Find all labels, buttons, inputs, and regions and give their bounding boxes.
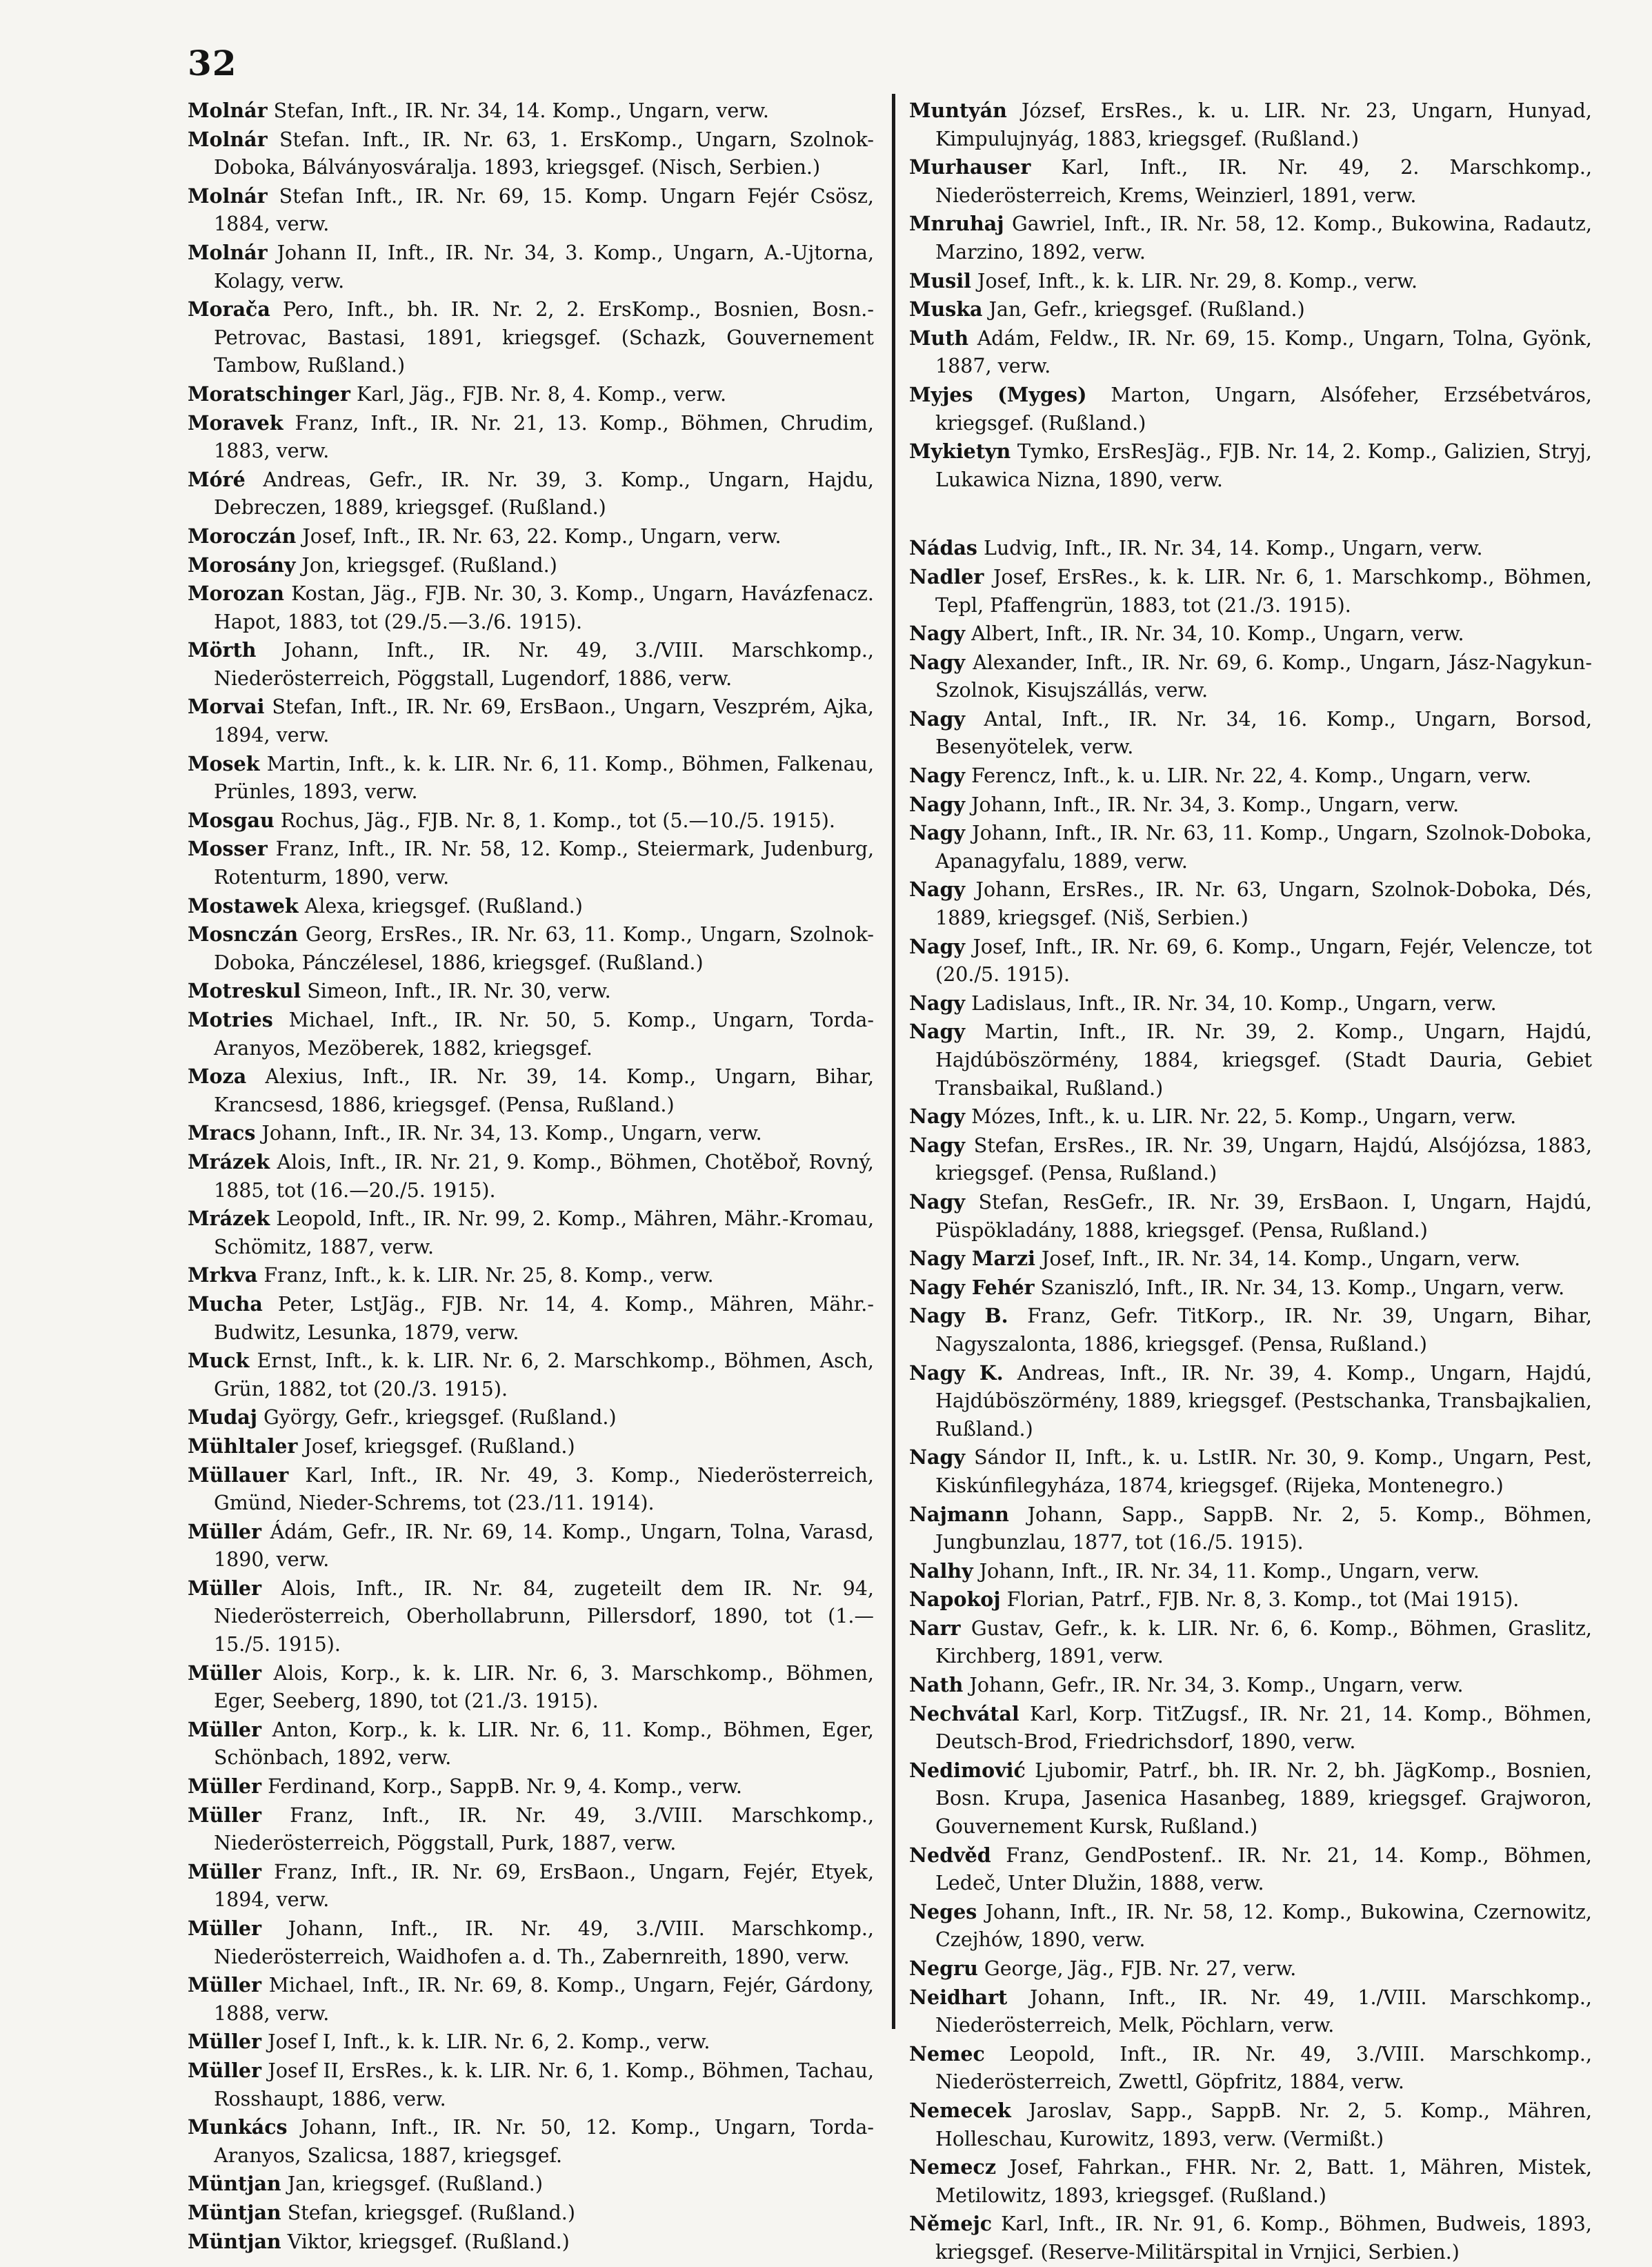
list-entry: [188, 2228, 874, 2257]
entry-details: Andreas, Inft., IR. Nr. 39, 4. Komp., Ungarn, Hajdú, Hajdúböszörmény, 1889, kriegsgef. (Pestschanka, Transbajkalien, Rußland.): [935, 1361, 1593, 1441]
list-entry: [909, 1018, 1592, 1102]
entry-surname: Nemec: [909, 2041, 985, 2066]
entry-surname: Müller: [188, 2058, 262, 2082]
entry-details: Pero, Inft., bh. IR. Nr. 2, 2. ErsKomp., Bosnien, Bosn.-Petrovac, Bastasi, 1891, kriegsgef. (Schazk, Gouvernement Tambow, Rußland.): [214, 298, 874, 377]
entry-surname: Müller: [188, 1661, 262, 1685]
entry-surname: Nedvěd: [909, 1843, 991, 1867]
list-entry: [909, 1700, 1592, 1756]
right-column: [909, 97, 1592, 2267]
entry-surname: Nagy K.: [909, 1360, 1004, 1385]
entry-surname: Mnruhaj: [909, 212, 1004, 236]
entry-details: Jon, kriegsgef. (Rußland.): [301, 553, 557, 577]
list-entry: [909, 1102, 1592, 1131]
entry-surname: Mykietyn: [909, 439, 1011, 464]
entry-surname: Muntyán: [909, 99, 1007, 122]
n-section: [909, 534, 1592, 2266]
entry-details: Karl, Jäg., FJB. Nr. 8, 4. Komp., verw.: [357, 382, 727, 406]
entry-details: Anton, Korp., k. k. LIR. Nr. 6, 11. Komp., Böhmen, Eger, Schönbach, 1892, verw.: [214, 1718, 874, 1770]
list-entry: [188, 1971, 874, 2028]
list-entry: [909, 1614, 1592, 1671]
entry-details: Jan, Gefr., kriegsgef. (Rußland.): [988, 298, 1305, 321]
entry-details: Martin, Inft., IR. Nr. 39, 2. Komp., Ungarn, Hajdú, Hajdúböszörmény, 1884, kriegsgef. (Stadt Dauria, Gebiet Transbaikal, Rußland.): [935, 1020, 1592, 1100]
entry-surname: Mrkva: [188, 1263, 258, 1287]
entry-details: Josef, Inft., k. k. LIR. Nr. 29, 8. Komp., verw.: [977, 269, 1418, 293]
entry-details: Ferencz, Inft., k. u. LIR. Nr. 22, 4. Komp., Ungarn, verw.: [971, 764, 1532, 788]
entry-surname: Müntjan: [188, 2200, 281, 2224]
entry-surname: Molnár: [188, 240, 268, 264]
entry-details: Johann, Inft., IR. Nr. 50, 12. Komp., Ungarn, Torda-Aranyos, Szalicsa, 1887, kriegsgef.: [214, 2116, 874, 2167]
list-entry: [909, 1585, 1592, 1614]
list-entry: [188, 1432, 874, 1461]
list-entry: [188, 1716, 874, 1772]
entry-surname: Nagy: [909, 878, 966, 902]
entry-details: Johann, Inft., IR. Nr. 49, 3./VIII. Marschkomp., Niederösterreich, Pöggstall, Lugendorf, 1886, verw.: [214, 639, 874, 690]
entry-surname: Nagy: [909, 1445, 966, 1469]
entry-details: Peter, LstJäg., FJB. Nr. 14, 4. Komp., Mähren, Mähr.-Budwitz, Lesunka, 1879, verw.: [214, 1292, 874, 1344]
entry-surname: Moza: [188, 1065, 247, 1089]
list-entry: [188, 1006, 874, 1062]
list-entry: [909, 933, 1592, 989]
entry-surname: Mosnczán: [188, 922, 299, 947]
entry-details: Szaniszló, Inft., IR. Nr. 34, 13. Komp., Ungarn, verw.: [1040, 1276, 1565, 1299]
entry-surname: Mostawek: [188, 893, 299, 918]
entry-details: Johann II, Inft., IR. Nr. 34, 3. Komp., Ungarn, A.-Ujtorna, Kolagy, verw.: [214, 241, 874, 293]
list-entry: [188, 1858, 874, 1914]
list-entry: [909, 295, 1592, 324]
entry-details: Josef, Inft., IR. Nr. 34, 14. Komp., Ungarn, verw.: [1042, 1247, 1521, 1271]
entry-surname: Nagy: [909, 650, 966, 674]
list-entry: [188, 977, 874, 1006]
entry-details: Stefan, kriegsgef. (Rußland.): [287, 2201, 575, 2224]
list-entry: [188, 1347, 874, 1403]
entry-details: George, Jäg., FJB. Nr. 27, verw.: [984, 1957, 1297, 1980]
entry-details: Josef, kriegsgef. (Rußland.): [303, 1434, 575, 1458]
entry-details: Tymko, ErsResJäg., FJB. Nr. 14, 2. Komp., Galizien, Stryj, Lukawica Nizna, 1890, verw.: [935, 440, 1592, 491]
entry-surname: Napokoj: [909, 1587, 1001, 1612]
entry-surname: Moroczán: [188, 524, 297, 548]
entry-surname: Moravek: [188, 410, 283, 435]
entry-details: Mózes, Inft., k. u. LIR. Nr. 22, 5. Komp., Ungarn, verw.: [971, 1105, 1517, 1129]
list-entry: [188, 835, 874, 891]
list-entry: [909, 324, 1592, 381]
list-entry: [188, 126, 874, 182]
entry-surname: Muck: [188, 1349, 250, 1373]
entry-details: Jan, kriegsgef. (Rußland.): [287, 2172, 543, 2196]
entry-surname: Nagy B.: [909, 1304, 1008, 1328]
list-entry: [909, 2210, 1592, 2266]
list-entry: [188, 295, 874, 380]
entry-details: Johann, ErsRes., IR. Nr. 63, Ungarn, Szolnok-Doboka, Dés, 1889, kriegsgef. (Niš, Serbien.): [935, 878, 1592, 930]
entry-details: Kostan, Jäg., FJB. Nr. 30, 3. Komp., Ungarn, Havázfenacz. Hapot, 1883, tot (29./5.—3./6. 1915).: [214, 582, 874, 633]
entry-surname: Muth: [909, 326, 969, 350]
entry-details: Viktor, kriegsgef. (Rußland.): [287, 2230, 570, 2253]
list-entry: [909, 1898, 1592, 1954]
list-entry: [909, 1274, 1592, 1303]
entry-surname: Nádas: [909, 536, 977, 560]
entry-surname: Musil: [909, 268, 971, 293]
list-entry: [188, 1062, 874, 1119]
entry-details: Stefan, ResGefr., IR. Nr. 39, ErsBaon. I, Ungarn, Hajdú, Püspökladány, 1888, kriegsgef. (Pensa, Rußland.): [935, 1190, 1592, 1242]
list-entry: [188, 2199, 874, 2228]
entry-details: Gustav, Gefr., k. k. LIR. Nr. 6, 6. Komp., Böhmen, Graslitz, Kirchberg, 1891, verw.: [935, 1616, 1592, 1668]
m-section: [909, 97, 1592, 494]
list-entry: [188, 920, 874, 977]
list-entry: [909, 1302, 1592, 1358]
entry-surname: Müller: [188, 2030, 262, 2054]
list-entry: [909, 620, 1592, 649]
list-entry: [909, 267, 1592, 296]
entry-surname: Mracs: [188, 1121, 256, 1145]
entry-surname: Neges: [909, 1899, 977, 1923]
entry-surname: Müller: [188, 1519, 262, 1543]
entry-details: Karl, Inft., IR. Nr. 91, 6. Komp., Böhmen, Budweis, 1893, kriegsgef. (Reserve-Militärspital in Vrnjici, Serbien.): [935, 2212, 1592, 2264]
list-entry: [188, 182, 874, 239]
entry-details: Franz, GendPostenf.. IR. Nr. 21, 14. Komp., Böhmen, Ledeč, Unter Dlužin, 1888, verw.: [935, 1843, 1592, 1895]
entry-surname: Motries: [188, 1008, 273, 1031]
entry-surname: Móré: [188, 467, 246, 491]
entry-surname: Moratschinger: [188, 382, 350, 406]
entry-surname: Nemecek: [909, 2098, 1011, 2122]
entry-details: Ljubomir, Patrf., bh. IR. Nr. 2, bh. JägKomp., Bosnien, Bosn. Krupa, Jasenica Hasanbeg, 1889, kriegsgef. Grajworon, Gouvernement Kursk, Rußland.): [935, 1759, 1592, 1839]
entry-details: Leopold, Inft., IR. Nr. 49, 3./VIII. Marschkomp., Niederösterreich, Zwettl, Göpfritz, 1884, verw.: [935, 2042, 1593, 2094]
entry-details: Gawriel, Inft., IR. Nr. 58, 12. Komp., Bukowina, Radautz, Marzino, 1892, verw.: [935, 212, 1593, 264]
entry-surname: Müller: [188, 1774, 262, 1799]
list-entry: [909, 153, 1592, 210]
entry-surname: Negru: [909, 1957, 978, 1980]
list-entry: [188, 693, 874, 749]
entry-details: Karl, Inft., IR. Nr. 49, 3. Komp., Niederösterreich, Gmünd, Nieder-Schrems, tot (23./11. 1914).: [214, 1463, 874, 1515]
list-entry: [909, 1756, 1592, 1841]
list-entry: [909, 534, 1592, 563]
list-entry: [188, 1290, 874, 1347]
entry-details: Johann, Inft., IR. Nr. 58, 12. Komp., Bukowina, Czernowitz, Czejhów, 1890, verw.: [935, 1900, 1592, 1952]
list-entry: [909, 437, 1592, 494]
list-entry: [188, 806, 874, 835]
list-entry: [188, 522, 874, 551]
entry-surname: Nagy: [909, 792, 966, 816]
entry-surname: Mosser: [188, 837, 268, 861]
entry-surname: Nagy: [909, 934, 966, 958]
list-entry: [909, 1188, 1592, 1245]
list-entry: [188, 466, 874, 522]
entry-details: Jaroslav, Sapp., SappB. Nr. 2, 5. Komp., Mähren, Holleschau, Kurowitz, 1893, verw. (Vermißt.): [935, 2099, 1592, 2150]
entry-details: Johann, Inft., IR. Nr. 34, 3. Komp., Ungarn, verw.: [971, 793, 1460, 816]
list-entry: [188, 1772, 874, 1801]
list-entry: [188, 2113, 874, 2170]
entry-surname: Nemecz: [909, 2155, 997, 2179]
entry-surname: Morozan: [188, 582, 284, 606]
list-entry: [188, 2170, 874, 2199]
entry-details: Adám, Feldw., IR. Nr. 69, 15. Komp., Ungarn, Tolna, Gyönk, 1887, verw.: [935, 326, 1592, 378]
entry-details: Florian, Patrf., FJB. Nr. 8, 3. Komp., tot (Mai 1915).: [1006, 1588, 1520, 1612]
entry-surname: Muska: [909, 297, 983, 321]
entry-details: Alexius, Inft., IR. Nr. 39, 14. Komp., Ungarn, Bihar, Krancsesd, 1886, kriegsgef. (Pensa, Rußland.): [214, 1065, 874, 1116]
entry-details: Johann, Inft., IR. Nr. 63, 11. Komp., Ungarn, Szolnok-Doboka, Apanagyfalu, 1889, verw.: [935, 822, 1593, 873]
entry-details: Ladislaus, Inft., IR. Nr. 34, 10. Komp., Ungarn, verw.: [971, 991, 1497, 1015]
list-entry: [188, 636, 874, 693]
entry-surname: Morosány: [188, 553, 296, 577]
list-entry: [188, 1461, 874, 1518]
entry-surname: Nalhy: [909, 1558, 973, 1583]
entry-surname: Müllauer: [188, 1463, 289, 1487]
entry-surname: Murhauser: [909, 155, 1031, 179]
entry-details: Johann, Inft., IR. Nr. 34, 11. Komp., Ungarn, verw.: [979, 1559, 1480, 1583]
entry-surname: Nagy: [909, 991, 966, 1015]
column-divider: [892, 94, 895, 2029]
list-entry: [909, 1245, 1592, 1274]
entry-details: Georg, ErsRes., IR. Nr. 63, 11. Komp., Ungarn, Szolnok-Doboka, Pánczélesel, 1886, kriegsgef. (Rußland.): [214, 923, 874, 974]
list-entry: [188, 892, 874, 921]
list-entry: [188, 1518, 874, 1574]
entry-surname: Mörth: [188, 638, 257, 662]
entry-surname: Mudaj: [188, 1405, 257, 1429]
entry-surname: Nagy: [909, 1105, 966, 1129]
entry-details: Stefan, Inft., IR. Nr. 69, ErsBaon., Ungarn, Veszprém, Ajka, 1894, verw.: [214, 695, 874, 747]
list-entry: [909, 2097, 1592, 2153]
list-entry: [188, 580, 874, 636]
entry-surname: Najmann: [909, 1502, 1009, 1526]
entry-surname: Müller: [188, 1803, 262, 1827]
entry-details: Alois, Inft., IR. Nr. 21, 9. Komp., Böhmen, Chotěboř, Rovný, 1885, tot (16.—20./5. 1915).: [214, 1150, 874, 1202]
entry-details: Josef, Inft., IR. Nr. 69, 6. Komp., Ungarn, Fejér, Velencze, tot (20./5. 1915).: [935, 935, 1592, 987]
entry-details: Franz, Gefr. TitKorp., IR. Nr. 39, Ungarn, Bihar, Nagyszalonta, 1886, kriegsgef. (Pensa, Rußland.): [935, 1305, 1592, 1356]
entry-details: Simeon, Inft., IR. Nr. 30, verw.: [307, 980, 611, 1003]
entry-details: Leopold, Inft., IR. Nr. 99, 2. Komp., Mähren, Mähr.-Kromau, Schömitz, 1887, verw.: [214, 1207, 875, 1258]
entry-surname: Nagy: [909, 1189, 966, 1214]
entry-details: Johann, Inft., IR. Nr. 49, 1./VIII. Marschkomp., Niederösterreich, Melk, Pöchlarn, verw.: [935, 1986, 1592, 2037]
list-entry: [909, 2040, 1592, 2097]
entry-surname: Müntjan: [188, 2172, 281, 2196]
list-entry: [909, 705, 1592, 762]
entry-details: Josef, Inft., IR. Nr. 63, 22. Komp., Ungarn, verw.: [302, 524, 782, 548]
entry-details: Ferdinand, Korp., SappB. Nr. 9, 4. Komp., verw.: [268, 1775, 742, 1799]
entry-details: Johann, Sapp., SappB. Nr. 2, 5. Komp., Böhmen, Jungbunzlau, 1877, tot (16./5. 1915).: [935, 1503, 1593, 1554]
entry-surname: Mosek: [188, 751, 260, 775]
entry-details: Franz, Inft., IR. Nr. 49, 3./VIII. Marschkomp., Niederösterreich, Pöggstall, Purk, 1887, verw.: [214, 1803, 875, 1855]
entry-surname: Nagy: [909, 1020, 966, 1044]
list-entry: [909, 1671, 1592, 1700]
list-entry: [188, 1574, 874, 1659]
list-entry: [909, 210, 1592, 266]
entry-details: Albert, Inft., IR. Nr. 34, 10. Komp., Ungarn, verw.: [971, 622, 1464, 646]
entry-details: Andreas, Gefr., IR. Nr. 39, 3. Komp., Ungarn, Hajdu, Debreczen, 1889, kriegsgef. (Rußland.): [214, 468, 874, 519]
list-entry: [909, 1443, 1592, 1500]
list-entry: [188, 551, 874, 580]
entry-details: József, ErsRes., k. u. LIR. Nr. 23, Ungarn, Hunyad, Kimpulujnyág, 1883, kriegsgef. (Rußland.): [935, 99, 1592, 150]
list-entry: [909, 1954, 1592, 1983]
list-entry: [188, 1659, 874, 1716]
entry-surname: Němejc: [909, 2212, 993, 2236]
entry-surname: Nagy: [909, 821, 966, 845]
entry-details: Karl, Korp. TitZugsf., IR. Nr. 21, 14. Komp., Böhmen, Deutsch-Brod, Friedrichsdorf, 1890, verw.: [935, 1702, 1592, 1754]
list-entry: [909, 563, 1592, 620]
list-entry: [909, 1983, 1592, 2040]
entry-details: Johann, Inft., IR. Nr. 34, 13. Komp., Ungarn, verw.: [261, 1122, 762, 1145]
entry-details: Alois, Inft., IR. Nr. 84, zugeteilt dem IR. Nr. 94, Niederösterreich, Oberhollabrunn, Pillersdorf, 1890, tot (1.—15./5. 1915).: [214, 1576, 874, 1656]
entry-details: Franz, Inft., IR. Nr. 69, ErsBaon., Ungarn, Fejér, Etyek, 1894, verw.: [214, 1860, 875, 1912]
list-entry: [909, 1131, 1592, 1188]
entry-details: Stefan. Inft., IR. Nr. 63, 1. ErsKomp., Ungarn, Szolnok-Doboka, Bálványosváralja. 1893, kriegsgef. (Nisch, Serbien.): [214, 128, 874, 179]
entry-details: Stefan, Inft., IR. Nr. 34, 14. Komp., Ungarn, verw.: [273, 99, 769, 122]
entry-surname: Müntjan: [188, 2229, 281, 2253]
list-entry: [909, 989, 1592, 1018]
list-entry: [188, 1148, 874, 1205]
entry-surname: Mucha: [188, 1291, 263, 1316]
entry-details: Stefan, ErsRes., IR. Nr. 39, Ungarn, Hajdú, Alsójózsa, 1883, kriegsgef. (Pensa, Rußland.): [935, 1134, 1592, 1185]
entry-details: Sándor II, Inft., k. u. LstIR. Nr. 30, 9. Komp., Ungarn, Pest, Kiskúnfilegyháza, 1874, kriegsgef. (Rijeka, Montenegro.): [935, 1446, 1593, 1497]
list-entry: [188, 2028, 874, 2057]
list-entry: [188, 1261, 874, 1290]
list-entry: [188, 97, 874, 126]
entry-details: Ernst, Inft., k. k. LIR. Nr. 6, 2. Marschkomp., Böhmen, Asch, Grün, 1882, tot (20./3. 1915).: [214, 1349, 874, 1400]
list-entry: [188, 1801, 874, 1858]
entry-details: Ádám, Gefr., IR. Nr. 69, 14. Komp., Ungarn, Tolna, Varasd, 1890, verw.: [214, 1520, 874, 1572]
list-entry: [909, 875, 1592, 932]
entry-surname: Müller: [188, 1717, 262, 1741]
list-entry: [188, 380, 874, 409]
page-number: 32: [188, 43, 237, 83]
list-entry: [909, 1501, 1592, 1557]
entry-details: Karl, Inft., IR. Nr. 49, 2. Marschkomp., Niederösterreich, Krems, Weinzierl, 1891, verw.: [935, 156, 1593, 207]
entry-surname: Müller: [188, 1576, 262, 1600]
entry-details: Johann, Gefr., IR. Nr. 34, 3. Komp., Ungarn, verw.: [969, 1674, 1464, 1697]
entry-surname: Morača: [188, 297, 270, 321]
entry-surname: Müller: [188, 1973, 262, 1997]
entry-details: Martin, Inft., k. k. LIR. Nr. 6, 11. Komp., Böhmen, Falkenau, Prünles, 1893, verw.: [214, 752, 875, 804]
entry-surname: Molnár: [188, 184, 268, 208]
entry-surname: Nagy Marzi: [909, 1247, 1035, 1271]
entry-surname: Nath: [909, 1673, 964, 1697]
entry-surname: Molnár: [188, 127, 268, 151]
list-entry: [909, 1557, 1592, 1586]
entry-surname: Molnár: [188, 99, 268, 122]
entry-details: Johann, Inft., IR. Nr. 49, 3./VIII. Marschkomp., Niederösterreich, Waidhofen a. d. Th., Zabernreith, 1890, verw.: [214, 1917, 874, 1968]
entry-surname: Nagy Fehér: [909, 1275, 1035, 1299]
entry-surname: Mrázek: [188, 1149, 270, 1174]
list-entry: [909, 1359, 1592, 1444]
entry-surname: Nagy: [909, 1133, 966, 1157]
entry-surname: Narr: [909, 1616, 961, 1640]
entry-details: Franz, Inft., k. k. LIR. Nr. 25, 8. Komp., verw.: [263, 1264, 714, 1287]
entry-details: Josef II, ErsRes., k. k. LIR. Nr. 6, 1. Komp., Böhmen, Tachau, Rosshaupt, 1886, verw.: [214, 2059, 874, 2110]
list-entry: [188, 1119, 874, 1148]
entry-details: Alexa, kriegsgef. (Rußland.): [304, 894, 583, 918]
entry-details: Franz, Inft., IR. Nr. 21, 13. Komp., Böhmen, Chrudim, 1883, verw.: [214, 411, 874, 463]
left-column: [188, 97, 874, 2256]
list-entry: [909, 819, 1592, 875]
list-entry: [188, 1205, 874, 1261]
entry-surname: Nagy: [909, 622, 966, 646]
list-entry: [909, 2153, 1592, 2210]
list-entry: [909, 381, 1592, 437]
list-entry: [188, 1914, 874, 1971]
list-entry: [909, 649, 1592, 705]
entry-details: Franz, Inft., IR. Nr. 58, 12. Komp., Steiermark, Judenburg, Rotenturm, 1890, verw.: [214, 838, 875, 889]
entry-surname: Mrázek: [188, 1207, 270, 1231]
entry-surname: Nagy: [909, 764, 966, 788]
entry-details: Josef, ErsRes., k. k. LIR. Nr. 6, 1. Marschkomp., Böhmen, Tepl, Pfaffengrün, 1883, tot (21./3. 1915).: [935, 565, 1592, 617]
entry-surname: Mosgau: [188, 808, 275, 832]
entry-surname: Müller: [188, 1917, 262, 1940]
entry-surname: Munkács: [188, 2115, 288, 2139]
entry-surname: Nedimović: [909, 1758, 1026, 1782]
list-entry: [909, 791, 1592, 820]
entry-surname: Neidhart: [909, 1985, 1008, 2009]
list-entry: [188, 750, 874, 806]
section-gap: [909, 494, 1592, 534]
entry-details: Antal, Inft., IR. Nr. 34, 16. Komp., Ungarn, Borsod, Besenyötelek, verw.: [935, 707, 1593, 759]
list-entry: [909, 1841, 1592, 1898]
entry-surname: Nechvátal: [909, 1701, 1019, 1725]
entry-details: Alexander, Inft., IR. Nr. 69, 6. Komp., Ungarn, Jász-Nagykun-Szolnok, Kisujszállás, verw.: [935, 651, 1592, 702]
entry-details: Michael, Inft., IR. Nr. 69, 8. Komp., Ungarn, Fejér, Gárdony, 1888, verw.: [214, 1974, 874, 2025]
list-entry: [188, 2057, 874, 2113]
entry-surname: Myjes (Myges): [909, 382, 1087, 406]
entry-details: Michael, Inft., IR. Nr. 50, 5. Komp., Ungarn, Torda-Aranyos, Mezöberek, 1882, kriegsgef.: [214, 1009, 874, 1060]
entry-surname: Mühltaler: [188, 1434, 298, 1458]
entry-surname: Nagy: [909, 706, 966, 731]
list-entry: [909, 97, 1592, 153]
entry-details: Josef I, Inft., k. k. LIR. Nr. 6, 2. Komp., verw.: [268, 2030, 710, 2054]
list-entry: [909, 762, 1592, 791]
entry-details: Marton, Ungarn, Alsófeher, Erzsébetváros, kriegsgef. (Rußland.): [935, 383, 1592, 435]
entry-details: Alois, Korp., k. k. LIR. Nr. 6, 3. Marschkomp., Böhmen, Eger, Seeberg, 1890, tot (21./3. 1915).: [214, 1661, 874, 1713]
entry-surname: Motreskul: [188, 979, 301, 1003]
entry-details: Stefan Inft., IR. Nr. 69, 15. Komp. Ungarn Fejér Csösz, 1884, verw.: [214, 184, 874, 236]
entry-surname: Morvai: [188, 695, 265, 719]
entry-details: Rochus, Jäg., FJB. Nr. 8, 1. Komp., tot (5.—10./5. 1915).: [280, 809, 835, 832]
entry-surname: Nadler: [909, 564, 984, 588]
list-entry: [188, 239, 874, 295]
entry-details: György, Gefr., kriegsgef. (Rußland.): [263, 1406, 617, 1429]
list-entry: [188, 1403, 874, 1432]
list-entry: [188, 409, 874, 466]
entry-details: Ludvig, Inft., IR. Nr. 34, 14. Komp., Ungarn, verw.: [984, 537, 1483, 560]
entry-details: Josef, Fahrkan., FHR. Nr. 2, Batt. 1, Mähren, Mistek, Metilowitz, 1893, kriegsgef. (Rußland.): [935, 2156, 1592, 2207]
entry-surname: Müller: [188, 1859, 262, 1883]
